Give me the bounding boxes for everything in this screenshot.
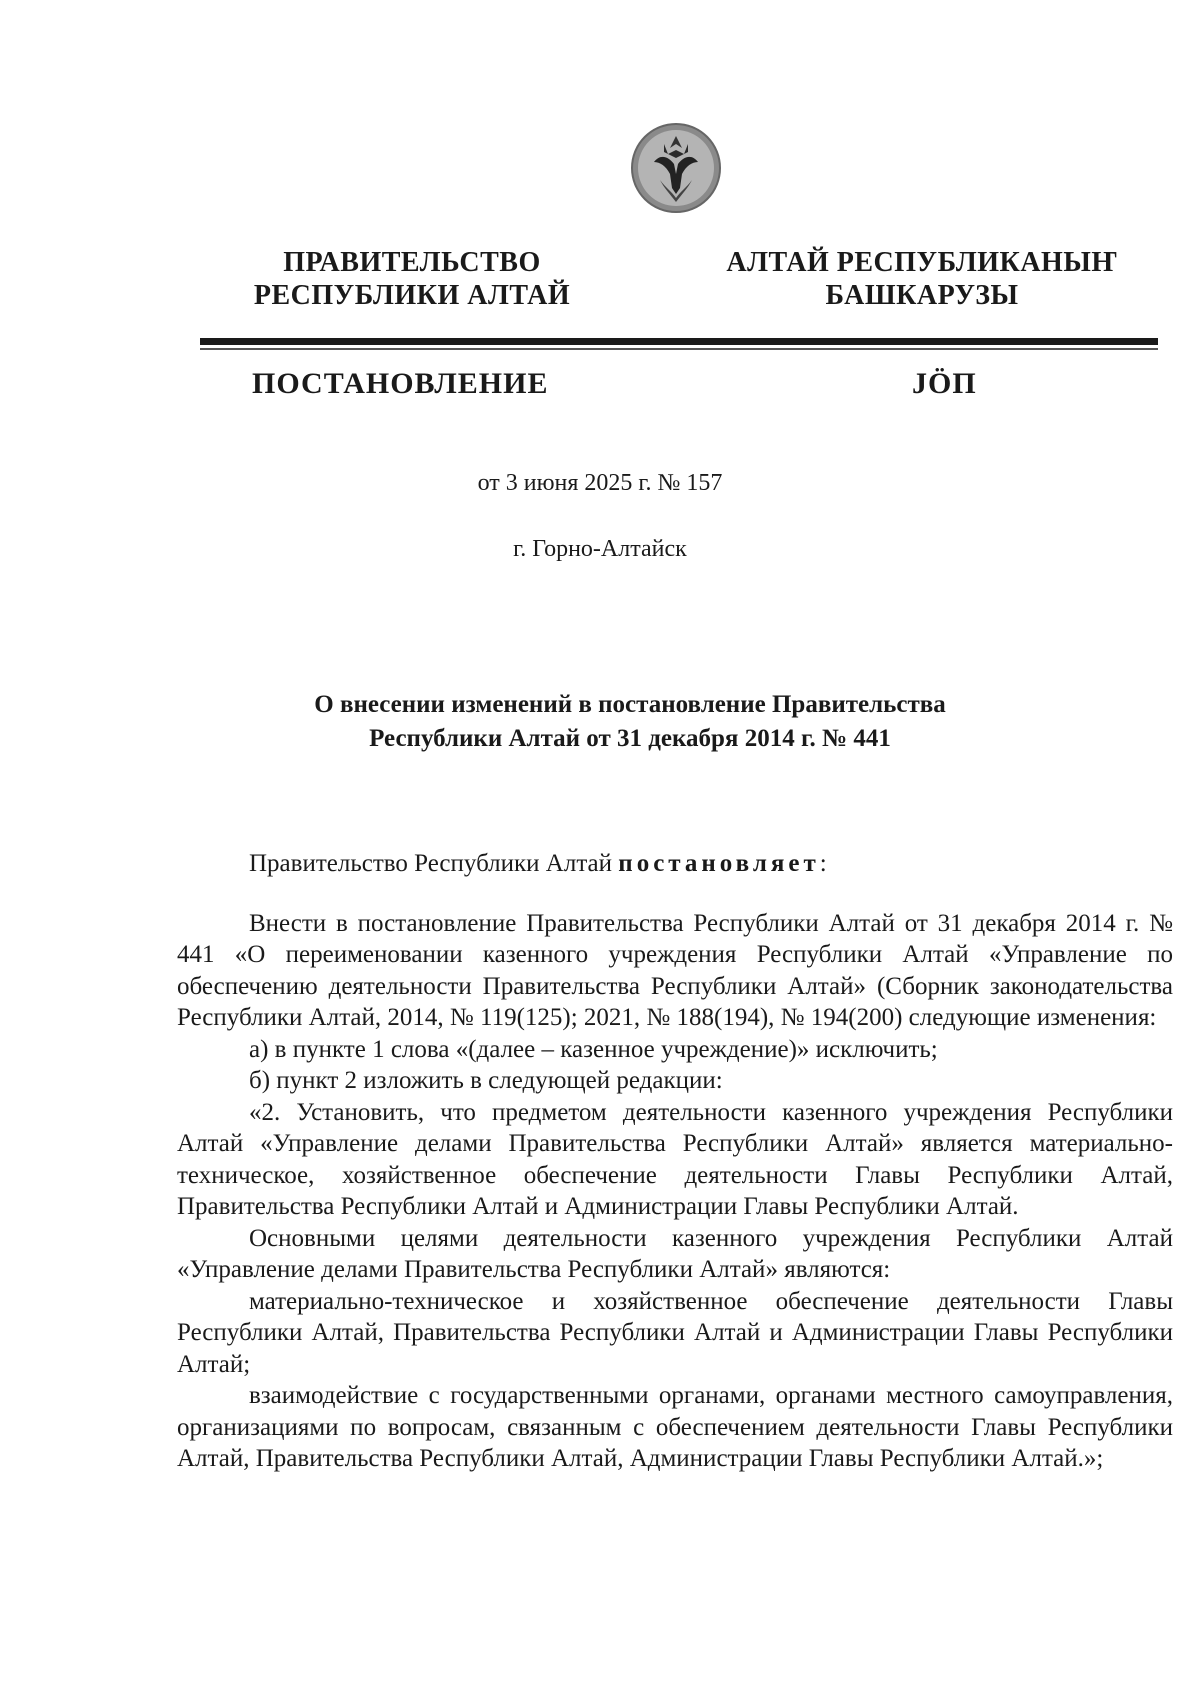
header-left-line1: ПРАВИТЕЛЬСТВО: [283, 247, 541, 278]
body-paragraph: взаимодействие с государственными органами, органами местного самоуправления, организациями по вопросам, связанным с обеспечением деятельности Главы Республики Алтай, Правительства Республики Алтай, Администрации Главы Республики Алтай.»;: [177, 1382, 1173, 1472]
document-type-altai: JӦП: [912, 367, 977, 400]
government-name-altai: [722, 246, 1122, 312]
subject-line1: О внесении изменений в постановление Правительства: [314, 691, 946, 718]
document-body: [177, 848, 1173, 1475]
body-paragraph: «2. Установить, что предметом деятельности казенного учреждения Республики Алтай «Управление делами Правительства Республики Алтай» является материально-техническое, хозяйственное обеспечение деятельности Главы Республики Алтай, Правительства Республики Алтай и Администрации Главы Республики Алтай.: [177, 1098, 1173, 1220]
document-type-russian: ПОСТАНОВЛЕНИЕ: [252, 367, 549, 400]
intro-prefix: Правительство Республики Алтай: [249, 850, 619, 877]
body-paragraph: Основными целями деятельности казенного учреждения Республики Алтай «Управление делами Правительства Республики Алтай» являются:: [177, 1224, 1173, 1283]
date-and-number: от 3 июня 2025 г. № 157: [477, 470, 723, 496]
body-paragraph: Внести в постановление Правительства Республики Алтай от 31 декабря 2014 г. № 441 «О переименовании казенного учреждения Республики Алтай «Управление по обеспечению деятельности Правительства Республики Алтай» (Сборник законодательства Республики Алтай, 2014, № 119(125); 2021, № 188(194), № 194(200) следующие изменения:: [177, 909, 1173, 1031]
header-right-line2: БАШКАРУЗЫ: [825, 280, 1019, 311]
city-name: г. Горно-Алтайск: [513, 536, 687, 562]
header-divider-thin: [200, 348, 1158, 350]
header-right-line1: АЛТАЙ РЕСПУБЛИКАНЫҤ: [726, 247, 1118, 278]
header-divider-thick: [200, 338, 1158, 345]
header-left-line2: РЕСПУБЛИКИ АЛТАЙ: [253, 280, 571, 311]
body-paragraph: а) в пункте 1 слова «(далее – казенное учреждение)» исключить;: [249, 1035, 938, 1063]
government-name-russian: [242, 246, 582, 312]
body-paragraph: б) пункт 2 изложить в следующей редакции:: [249, 1067, 723, 1094]
subject-line2: Республики Алтай от 31 декабря 2014 г. № 441: [369, 725, 891, 752]
body-paragraph: материально-техническое и хозяйственное обеспечение деятельности Главы Республики Алтай, Правительства Республики Алтай и Администрации Главы Республики Алтай;: [177, 1287, 1173, 1378]
document-subject: [250, 688, 1010, 756]
intro-action: постановляет: [618, 850, 820, 877]
intro-suffix: :: [819, 850, 827, 877]
coat-of-arms-emblem-icon: [630, 122, 722, 214]
intro-paragraph: [177, 848, 1173, 880]
